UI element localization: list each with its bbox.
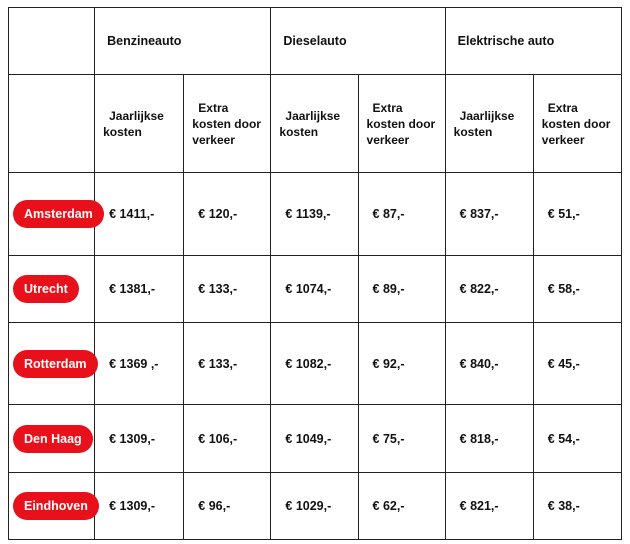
- value-cell: € 1309,-: [95, 473, 184, 540]
- value-cell: € 837,-: [445, 173, 533, 256]
- table-row: [9, 323, 622, 405]
- value-cell: € 1074,-: [271, 256, 358, 323]
- cost-comparison-table: [8, 7, 622, 540]
- value-cell: € 38,-: [533, 473, 621, 540]
- group-header-electric: Elektrische auto: [445, 8, 621, 75]
- value-cell: € 75,-: [358, 405, 445, 473]
- sub-header-line: verkeer: [192, 132, 235, 147]
- sub-header-line: Extra: [372, 100, 403, 115]
- sub-header-line: kosten: [453, 124, 493, 139]
- city-cell: [9, 173, 95, 256]
- sub-header-line: Jaarlijkse: [459, 108, 515, 123]
- sub-header-line: Extra: [547, 100, 578, 115]
- value-cell: € 106,-: [184, 405, 271, 473]
- city-badge: Amsterdam: [13, 200, 104, 228]
- city-badge: Rotterdam: [13, 350, 98, 378]
- sub-header-benzine-annual: [95, 75, 184, 173]
- value-cell: € 821,-: [445, 473, 533, 540]
- city-cell: [9, 323, 95, 405]
- city-badge: Den Haag: [13, 425, 93, 453]
- sub-header-electric-extra: [533, 75, 621, 173]
- value-cell: € 51,-: [533, 173, 621, 256]
- sub-header-line: kosten: [279, 124, 319, 139]
- value-cell: € 1029,-: [271, 473, 358, 540]
- sub-header-electric-annual: [445, 75, 533, 173]
- value-cell: € 1369 ,-: [95, 323, 184, 405]
- sub-header-line: kosten door: [192, 116, 261, 131]
- table-row: [9, 256, 622, 323]
- city-cell: [9, 256, 95, 323]
- value-cell: € 89,-: [358, 256, 445, 323]
- sub-header-line: kosten door: [541, 116, 611, 131]
- value-cell: € 1082,-: [271, 323, 358, 405]
- value-cell: € 96,-: [184, 473, 271, 540]
- value-cell: € 54,-: [533, 405, 621, 473]
- sub-header-diesel-annual: [271, 75, 358, 173]
- group-header-benzine: Benzineauto: [95, 8, 271, 75]
- table-row: [9, 173, 622, 256]
- value-cell: € 1309,-: [95, 405, 184, 473]
- sub-header-line: Jaarlijkse: [109, 108, 164, 123]
- city-badge: Eindhoven: [13, 492, 99, 520]
- group-header-row: [9, 8, 622, 75]
- value-cell: € 840,-: [445, 323, 533, 405]
- city-badge: Utrecht: [13, 275, 79, 303]
- value-cell: € 120,-: [184, 173, 271, 256]
- sub-header-line: kosten door: [366, 116, 436, 131]
- value-cell: € 92,-: [358, 323, 445, 405]
- value-cell: € 58,-: [533, 256, 621, 323]
- sub-header-line: Jaarlijkse: [285, 108, 341, 123]
- sub-header-line: Extra: [198, 100, 229, 115]
- value-cell: € 818,-: [445, 405, 533, 473]
- corner-cell: [9, 8, 95, 75]
- city-cell: [9, 405, 95, 473]
- value-cell: € 133,-: [184, 256, 271, 323]
- sub-header-line: verkeer: [541, 132, 585, 147]
- group-header-diesel: Dieselauto: [271, 8, 445, 75]
- sub-header-line: verkeer: [366, 132, 410, 147]
- sub-header-row: [9, 75, 622, 173]
- value-cell: € 1139,-: [271, 173, 358, 256]
- table-row: [9, 405, 622, 473]
- value-cell: € 62,-: [358, 473, 445, 540]
- table-row: [9, 473, 622, 540]
- value-cell: € 45,-: [533, 323, 621, 405]
- sub-header-benzine-extra: [184, 75, 271, 173]
- corner-cell-sub: [9, 75, 95, 173]
- value-cell: € 1411,-: [95, 173, 184, 256]
- value-cell: € 133,-: [184, 323, 271, 405]
- value-cell: € 822,-: [445, 256, 533, 323]
- sub-header-line: kosten: [103, 124, 142, 139]
- sub-header-diesel-extra: [358, 75, 445, 173]
- value-cell: € 1381,-: [95, 256, 184, 323]
- value-cell: € 87,-: [358, 173, 445, 256]
- city-cell: [9, 473, 95, 540]
- value-cell: € 1049,-: [271, 405, 358, 473]
